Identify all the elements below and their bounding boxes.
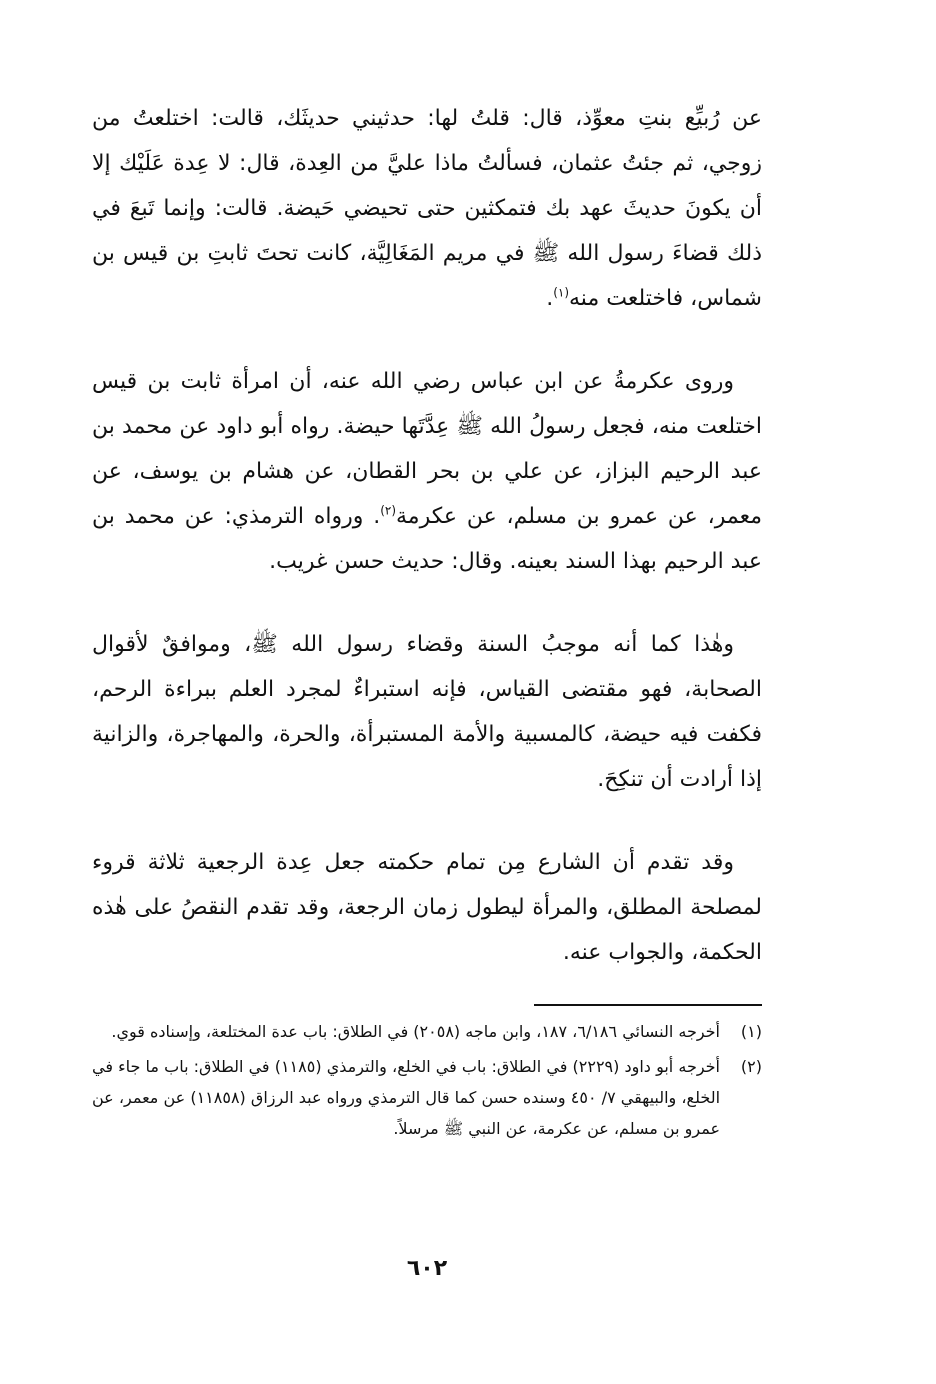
- footnote-2-text: أخرجه أبو داود (٢٢٢٩) في الطلاق: باب في الخلع، والترمذي (١١٨٥) في الطلاق: باب ما جاء في الخلع، والبيهقي ٧/ ٤٥٠ وسنده حسن كما قال الترمذي ورواه عبد الرزاق (١١٨٥٨) عن معمر، عن عمرو بن مسلم، عن عكرمة، عن النبي ﷺ مرسلاً.: [92, 1057, 721, 1138]
- paragraph-2-text: وروى عكرمةُ عن ابن عباس رضي الله عنه، أن امرأة ثابت بن قيس اختلعت منه، فجعل رسولُ الله ﷺ عِدَّتَها حيضة. رواه أبو داود عن محمد بن عبد الرحيم البزاز، عن علي بن بحر القطان، عن هشام بن يوسف، عن معمر، عن عمرو بن مسلم، عن عكرمة: [92, 369, 762, 529]
- paragraph-1: [92, 96, 762, 321]
- footnotes: [92, 1016, 762, 1148]
- footnote-divider: [534, 1004, 762, 1006]
- paragraph-2-tail: . ورواه الترمذي: عن محمد بن عبد الرحيم بهذا السند بعينه. وقال: حديث حسن غريب.: [92, 504, 762, 574]
- footnote-ref-2[interactable]: (٢): [380, 503, 397, 518]
- paragraph-3-text: وهٰذا كما أنه موجبُ السنة وقضاء رسول الله ﷺ، وموافقٌ لأقوال الصحابة، فهو مقتضى القياس، فإنه استبراءٌ لمجرد العلم ببراءة الرحم، فكفت فيه حيضة، كالمسبية والأمة المستبرأة، والحرة، والمهاجرة، والزانية إذا أرادت أن تنكِحَ.: [92, 632, 762, 792]
- paragraph-2: [92, 359, 762, 584]
- footnote-2-number: (٢): [740, 1057, 762, 1076]
- paragraph-1-text: عن رُبيِّع بنتِ معوِّذ، قال: قلتُ لها: حدثيني حديثَك، قالت: اختلعتُ من زوجي، ثم جئتُ عثمان، فسألتُ ماذا عليَّ من العِدة، قال: لا عِدة عَلَيْك إلا أن يكونَ حديثَ عهد بك فتمكثين حتى تحيضي حَيضة. قالت: وإنما تَبعَ في ذلك قضاءَ رسول الله ﷺ في مريم المَغَالِيَّة، كانت تحتَ ثابتِ بن قيس بن شماس، فاختلعت منه: [92, 106, 762, 311]
- footnote-2: [92, 1051, 762, 1144]
- paragraph-4: [92, 840, 762, 975]
- paragraph-3: [92, 622, 762, 802]
- paragraph-4-text: وقد تقدم أن الشارع مِن تمام حكمته جعل عِدة الرجعية ثلاثة قروء لمصلحة المطلق، والمرأة ليطول زمان الرجعة، وقد تقدم النقصُ على هٰذه الحكمة، والجواب عنه.: [92, 850, 762, 965]
- footnote-1-number: (١): [740, 1022, 762, 1041]
- footnote-1-text: أخرجه النسائي ٦/١٨٦، ١٨٧، وابن ماجه (٢٠٥٨) في الطلاق: باب عدة المختلعة، وإسناده قوي.: [111, 1022, 720, 1041]
- main-text: [92, 96, 762, 975]
- book-page: [92, 96, 762, 1296]
- footnote-ref-1[interactable]: (١): [553, 285, 570, 300]
- paragraph-1-tail: .: [546, 286, 554, 311]
- footnote-1: [92, 1016, 762, 1047]
- page-number: ٦٠٢: [406, 1256, 448, 1281]
